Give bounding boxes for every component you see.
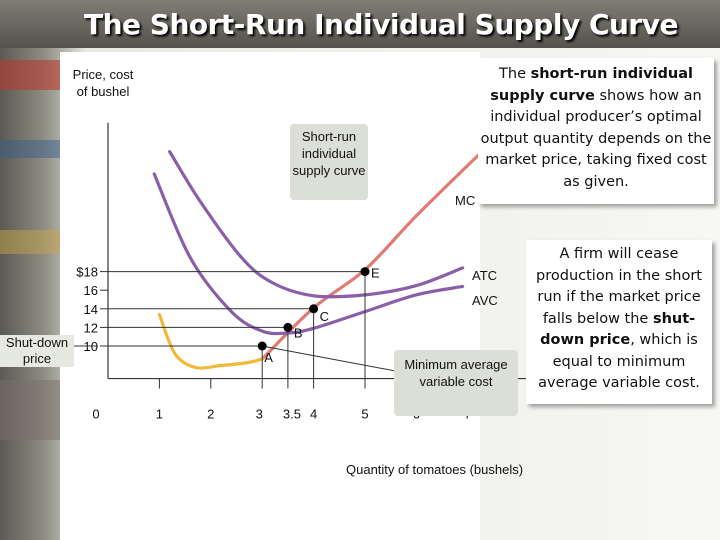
- mc-curve-label: MC: [455, 193, 476, 208]
- point-label-e: E: [371, 265, 380, 281]
- point-e: [361, 267, 370, 276]
- x-axis-label: Quantity of tomatoes (bushels): [346, 462, 524, 477]
- x-tick-label: 1: [155, 406, 164, 422]
- x-tick-label: 2: [207, 406, 215, 422]
- point-label-c: C: [319, 308, 329, 324]
- supply-curve-label: Short-run individual supply curve: [290, 124, 368, 200]
- atc-curve-label: ATC: [472, 268, 498, 283]
- slide-title: The Short-Run Individual Supply Curve: [84, 8, 678, 41]
- y-tick-label: $18: [76, 264, 98, 280]
- min-avc-label: Minimum average variable cost: [394, 350, 518, 416]
- avc-curve-label: AVC: [472, 293, 498, 308]
- y-tick-label: 12: [83, 320, 98, 336]
- x-tick-label: 0: [92, 406, 100, 422]
- shutdown-callout: A firm will cease production in the short run if the market price falls below the shut-down price, which is equal to minimum average variable cost.: [526, 240, 712, 404]
- y-tick-label: 16: [83, 283, 98, 299]
- y-tick-label: 10: [83, 339, 98, 354]
- y-tick-label: 14: [83, 301, 98, 317]
- x-tick-label: 5: [361, 406, 369, 422]
- x-tick-label: 4: [309, 406, 318, 422]
- supply-curve-callout: The short-run individual supply curve shows how an individual producer’s optimal output quantity depends on the market price, taking fixed cost as given.: [478, 58, 714, 204]
- point-label-a: A: [264, 350, 273, 365]
- point-label-b: B: [293, 325, 303, 341]
- shutdown-price-label: Shut-down price: [0, 335, 74, 367]
- y-axis-label: Price, cost of bushel: [72, 67, 134, 99]
- x-tick-label: 3.5: [282, 406, 301, 422]
- point-c: [309, 304, 318, 313]
- x-tick-label: 3: [255, 406, 263, 422]
- point-b: [283, 323, 292, 332]
